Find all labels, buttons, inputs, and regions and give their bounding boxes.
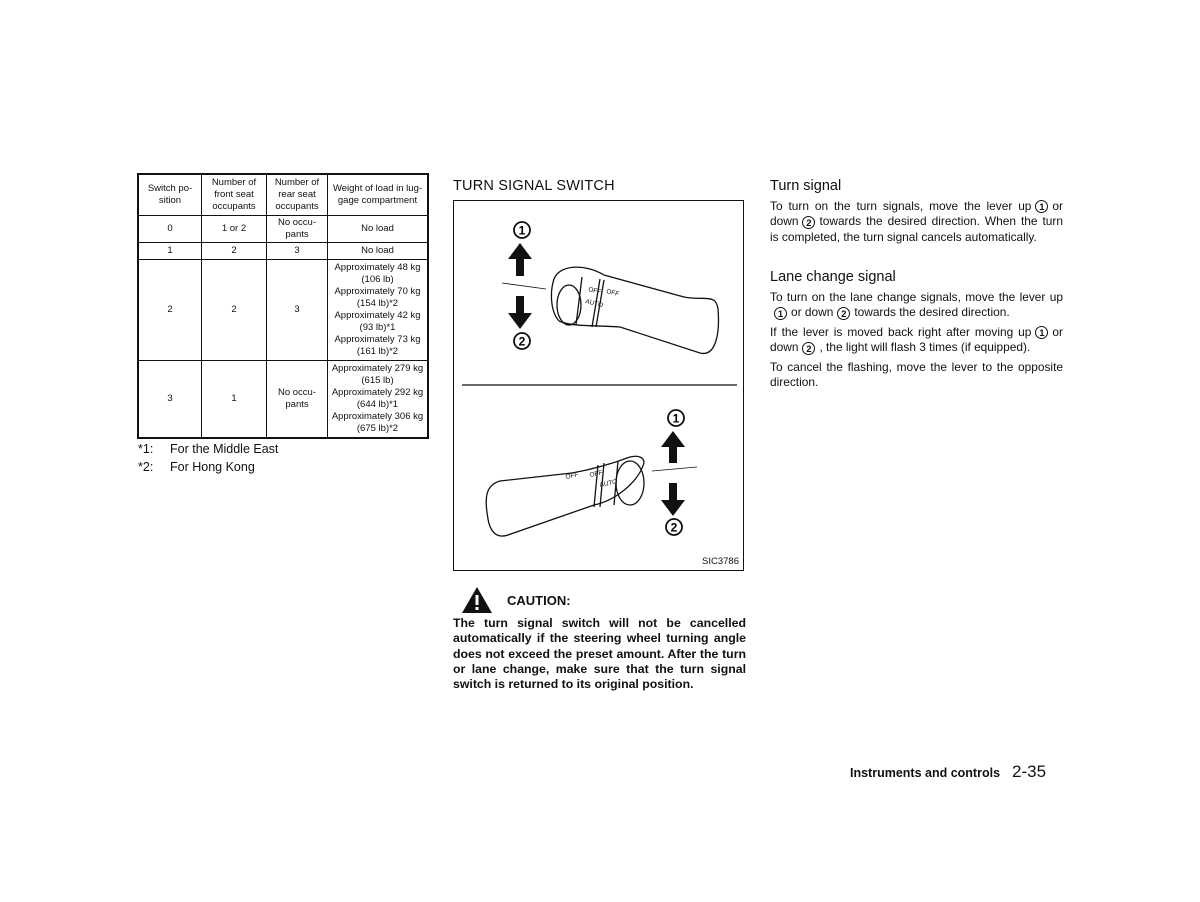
marker-1-icon: 1 <box>1035 326 1048 339</box>
table-cell: 3 <box>138 361 202 439</box>
marker-1-icon: 1 <box>774 307 787 320</box>
table-row <box>138 243 428 260</box>
table-cell: 1 <box>138 243 202 260</box>
footnote-2: *2: For Hong Kong <box>138 459 255 474</box>
table-cell: No occu- pants <box>267 216 328 243</box>
table-row <box>138 260 428 361</box>
svg-text:AUTO: AUTO <box>598 478 618 489</box>
svg-text:2: 2 <box>518 334 526 349</box>
table-cell: 2 <box>138 260 202 361</box>
table-cell: No occu- pants <box>267 361 328 439</box>
arrow-up-icon <box>508 243 532 276</box>
svg-text:AUTO: AUTO <box>584 298 604 310</box>
svg-text:1: 1 <box>518 223 526 238</box>
table-row <box>138 361 428 439</box>
turn-signal-paragraph: To turn on the turn signals, move the lever up 1 or down 2 towards the desired direction. When the turn is completed, the turn signal cancels automatically. <box>770 199 1063 244</box>
header-front-occupants: Number of front seat occupants <box>202 174 267 216</box>
table-cell: 2 <box>202 260 267 361</box>
table-cell: 3 <box>267 260 328 361</box>
load-weight-table <box>137 173 429 439</box>
table-cell: 1 <box>202 361 267 439</box>
svg-text:OFF: OFF <box>564 471 580 481</box>
svg-text:1: 1 <box>672 411 680 426</box>
table-header-row <box>138 174 428 216</box>
arrow-down-icon <box>508 296 532 329</box>
arrow-down-icon <box>661 483 685 516</box>
lever-labels-left <box>565 469 618 489</box>
lever-illustration-left <box>486 456 697 536</box>
header-luggage-load: Weight of load in lug- gage compartment <box>328 174 429 216</box>
turn-signal-illustration <box>454 201 745 572</box>
table-cell: 1 or 2 <box>202 216 267 243</box>
page-footer <box>850 762 1046 782</box>
marker-2-icon: 2 <box>802 216 815 229</box>
marker-2-icon <box>666 519 682 535</box>
caution-header <box>461 586 571 614</box>
lane-change-paragraph-3: To cancel the flashing, move the lever to the opposite direction. <box>770 360 1063 390</box>
caution-text: The turn signal switch will not be cancelled automatically if the steering wheel turning angle does not exceed the preset amount. After the turn or lane change, make sure that the turn signal switch is returned to its original position. <box>453 616 746 692</box>
turn-signal-heading: Turn signal <box>770 178 842 194</box>
header-rear-occupants: Number of rear seat occupants <box>267 174 328 216</box>
table-cell: No load <box>328 243 429 260</box>
table-cell: Approximately 48 kg (106 lb) Approximately 70 kg (154 lb)*2 Approximately 42 kg (93 lb)*1 Approximately 73 kg (161 lb)*2 <box>328 260 429 361</box>
lever-illustration-right <box>502 267 718 353</box>
footnote-1: *1: For the Middle East <box>138 442 279 456</box>
footer-section-label: Instruments and controls <box>850 766 1001 780</box>
table-cell: No load <box>328 216 429 243</box>
caution-label: CAUTION: <box>507 592 571 608</box>
svg-text:2: 2 <box>670 520 678 535</box>
table-cell: 0 <box>138 216 202 243</box>
warning-icon <box>461 586 493 614</box>
marker-1-icon <box>514 222 530 238</box>
lane-change-heading: Lane change signal <box>770 269 896 285</box>
marker-2-icon <box>514 333 530 349</box>
table-cell: 2 <box>202 243 267 260</box>
marker-2-icon: 2 <box>802 342 815 355</box>
turn-signal-figure <box>453 200 744 571</box>
marker-2-icon: 2 <box>837 307 850 320</box>
page-number: 2-35 <box>1012 762 1047 781</box>
marker-1-icon: 1 <box>1035 200 1048 213</box>
table-footnotes <box>138 441 278 476</box>
table-cell: Approximately 279 kg (615 lb) Approximately 292 kg (644 lb)*1 Approximately 306 kg (675 lb)*2 <box>328 361 429 439</box>
svg-text:OFF: OFF <box>587 286 602 297</box>
arrow-up-icon <box>661 431 685 463</box>
figure-code: SIC3786 <box>702 556 739 567</box>
marker-1-icon <box>668 410 684 426</box>
table-row <box>138 216 428 243</box>
lane-change-paragraph-1: To turn on the lane change signals, move the lever up1 or down 2 towards the desired direction. <box>770 290 1063 320</box>
svg-text:OFF: OFF <box>605 288 620 299</box>
svg-text:OFF: OFF <box>588 469 604 479</box>
header-switch-position: Switch po- sition <box>138 174 202 216</box>
table-cell: 3 <box>267 243 328 260</box>
lane-change-paragraph-2: If the lever is moved back right after moving up 1 or down 2 , the light will flash 3 times (if equipped). <box>770 325 1063 355</box>
section-title: TURN SIGNAL SWITCH <box>453 178 615 194</box>
